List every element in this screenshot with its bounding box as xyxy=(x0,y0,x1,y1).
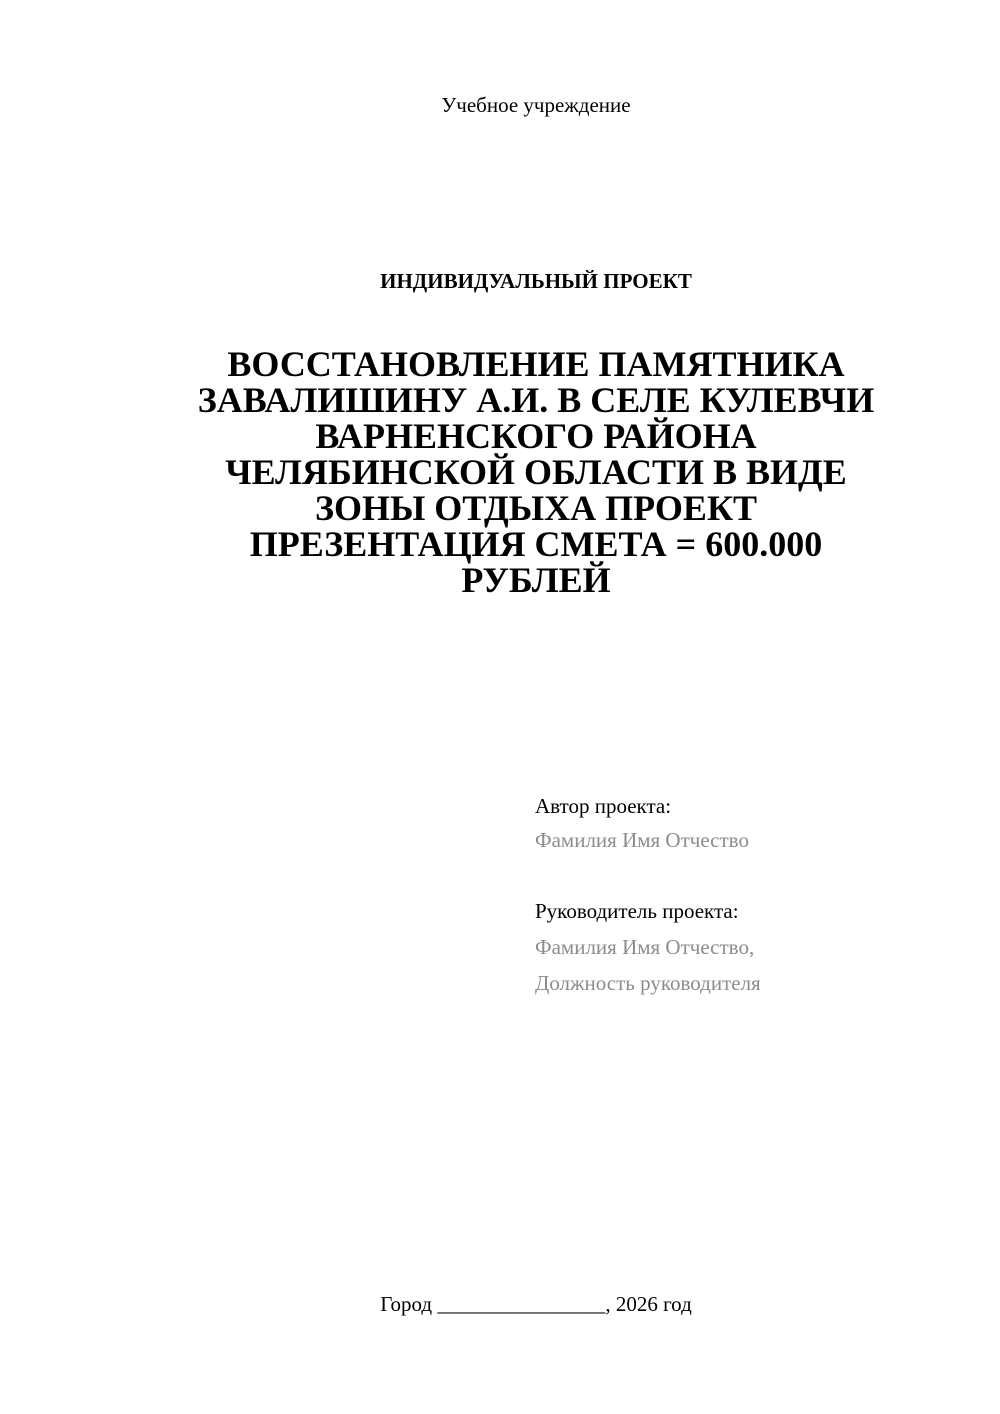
project-title-line: РУБЛЕЙ xyxy=(461,560,611,600)
project-title-line: ЗАВАЛИШИНУ А.И. В СЕЛЕ КУЛЕВЧИ xyxy=(197,380,875,420)
author-name-placeholder[interactable]: Фамилия Имя Отчество xyxy=(535,828,749,852)
project-title-line: ВАРНЕНСКОГО РАЙОНА xyxy=(315,416,757,456)
author-block xyxy=(535,789,749,857)
supervisor-name-placeholder[interactable]: Фамилия Имя Отчество, xyxy=(535,935,755,959)
city-year-footer: Город ________________, 2026 год xyxy=(380,1292,692,1316)
project-title xyxy=(160,346,912,598)
project-title-line: ЗОНЫ ОТДЫХА ПРОЕКТ xyxy=(314,488,758,528)
institution-name: Учебное учреждение xyxy=(441,93,631,117)
project-type-heading: ИНДИВИДУАЛЬНЫЙ ПРОЕКТ xyxy=(380,269,692,293)
supervisor-block xyxy=(535,893,761,1001)
author-label: Автор проекта: xyxy=(535,794,672,818)
project-title-line: ВОССТАНОВЛЕНИЕ ПАМЯТНИКА xyxy=(227,344,845,384)
project-title-line: ЧЕЛЯБИНСКОЙ ОБЛАСТИ В ВИДЕ xyxy=(225,452,847,492)
supervisor-label: Руководитель проекта: xyxy=(535,899,739,923)
supervisor-position-placeholder[interactable]: Должность руководителя xyxy=(535,971,761,995)
project-title-line: ПРЕЗЕНТАЦИЯ СМЕТА = 600.000 xyxy=(249,524,823,564)
